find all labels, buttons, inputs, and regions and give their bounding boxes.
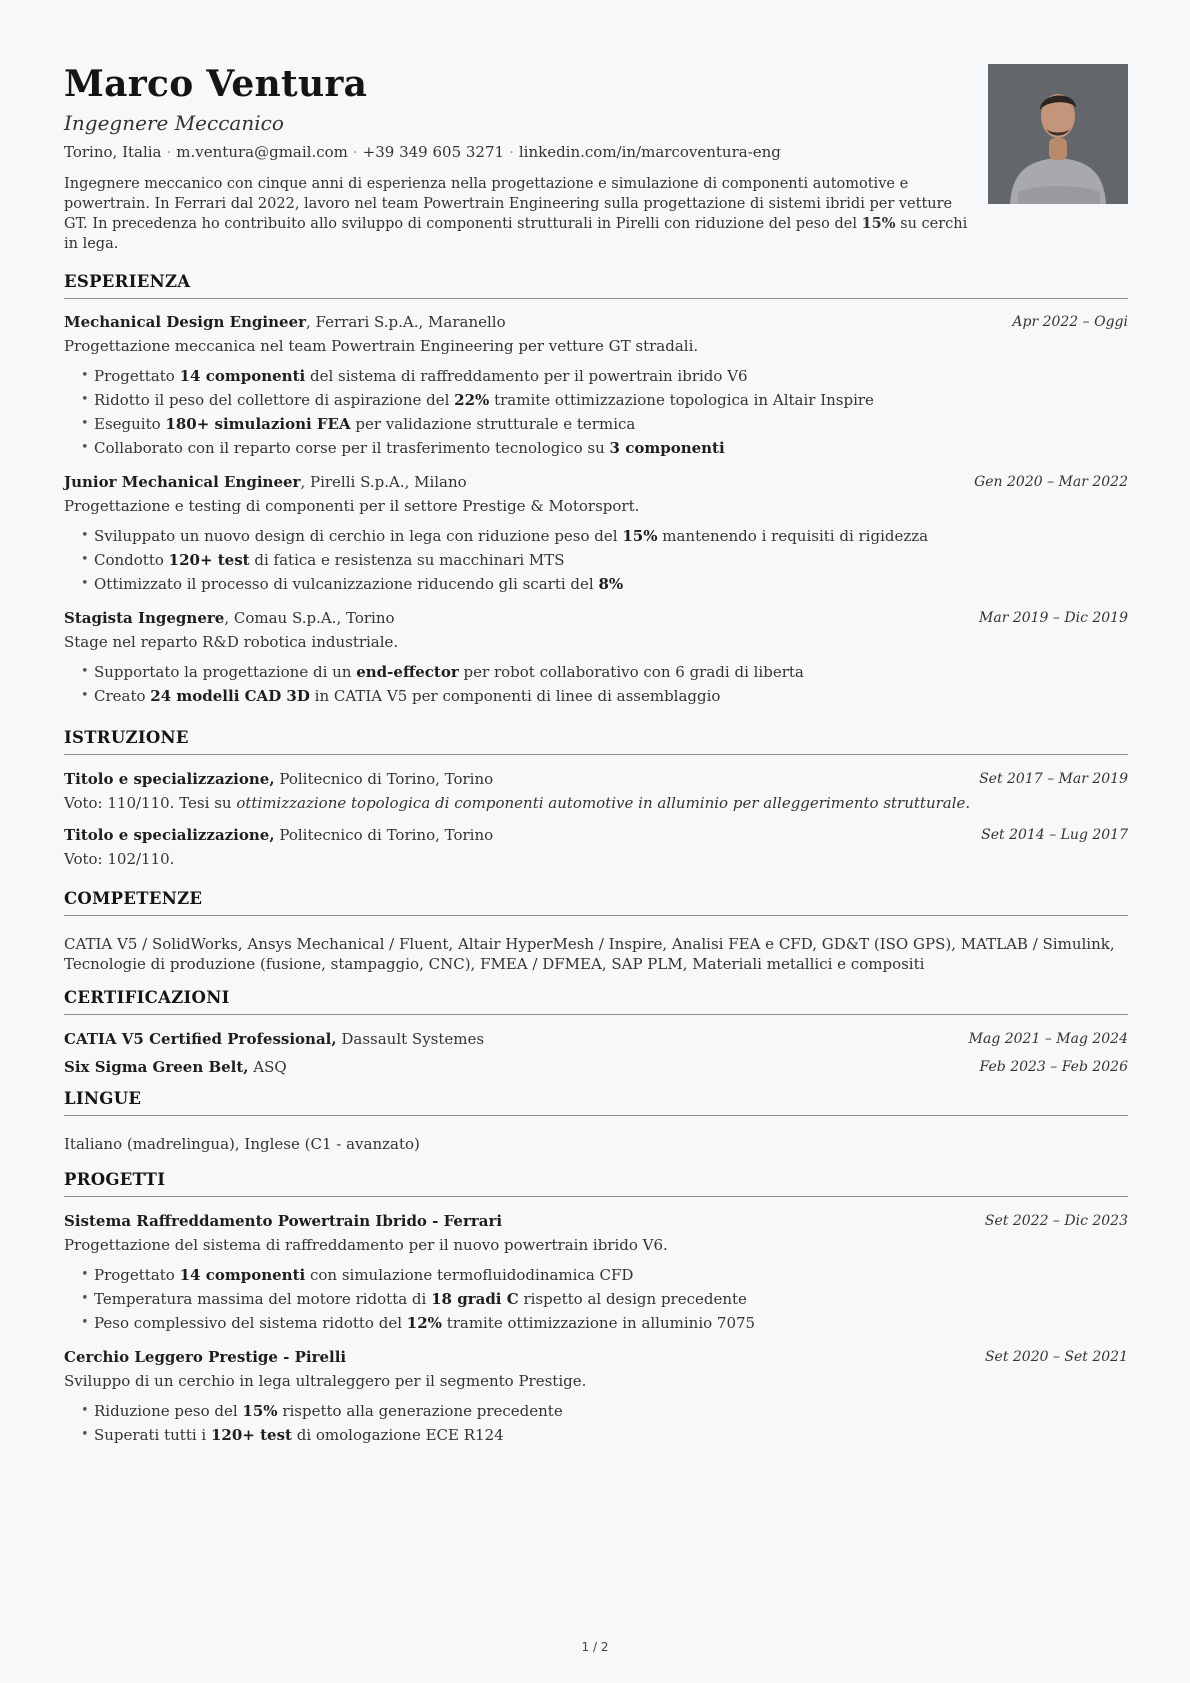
- bullet-highlight: 12%: [406, 1314, 442, 1332]
- issuer: Dassault Systemes: [336, 1030, 485, 1048]
- certification-title: Six Sigma Green Belt,: [64, 1058, 249, 1076]
- contact-email[interactable]: m.ventura@gmail.com: [176, 143, 348, 161]
- project-title: Cerchio Leggero Prestige - Pirelli: [64, 1348, 347, 1366]
- bullet-text: Progettato: [94, 1266, 180, 1284]
- contact-linkedin[interactable]: linkedin.com/in/marcoventura-eng: [518, 143, 781, 161]
- contact-line: [64, 142, 1128, 162]
- entry-date: Feb 2023 – Feb 2026: [979, 1059, 1128, 1075]
- bullet-text: tramite ottimizzazione in alluminio 7075: [441, 1314, 756, 1332]
- languages-section: [64, 1089, 1128, 1154]
- experience-entry: [64, 608, 1128, 708]
- employer: , Comau S.p.A., Torino: [224, 609, 395, 627]
- bullet-text: con simulazione termofluidodinamica CFD: [305, 1266, 634, 1284]
- separator: ·: [166, 143, 172, 161]
- entry-description: [64, 849, 1128, 869]
- list-item: [81, 660, 1128, 684]
- section-title-projects: PROGETTI: [64, 1170, 1128, 1197]
- resume-page: [64, 62, 1128, 1447]
- summary-text: su cerchi in lega.: [64, 216, 968, 252]
- profile-summary: [64, 174, 970, 254]
- achievement-list: [81, 524, 1128, 596]
- bullet-text: di fatica e resistenza su macchinari MTS: [249, 551, 565, 569]
- bullet-text: Eseguito: [94, 415, 166, 433]
- bullet-highlight: 18 gradi C: [431, 1290, 519, 1308]
- bullet-text: tramite ottimizzazione topologica in Altair Inspire: [489, 391, 874, 409]
- bullet-text: in CATIA V5 per componenti di linee di assemblaggio: [309, 687, 721, 705]
- institution: Politecnico di Torino, Torino: [274, 826, 494, 844]
- list-item: [81, 436, 1128, 460]
- list-item: [81, 364, 1128, 388]
- bullet-highlight: 15%: [622, 527, 658, 545]
- entry-date: Set 2020 – Set 2021: [984, 1349, 1128, 1365]
- entry-heading: [64, 472, 1128, 492]
- separator: ·: [509, 143, 514, 161]
- entry-date: Mar 2019 – Dic 2019: [979, 610, 1128, 626]
- entry-date: Set 2014 – Lug 2017: [981, 827, 1128, 843]
- entry-date: Apr 2022 – Oggi: [1012, 314, 1128, 330]
- skills-section: [64, 889, 1128, 974]
- entry-heading: [64, 1057, 1128, 1077]
- certification-entry: [64, 1057, 1128, 1077]
- contact-phone[interactable]: +39 349 605 3271: [362, 143, 505, 161]
- entry-description: Progettazione e testing di componenti per il settore Prestige & Motorsport.: [64, 497, 640, 515]
- list-item: [81, 1287, 1128, 1311]
- bullet-highlight: 3 componenti: [609, 439, 725, 457]
- bullet-highlight: 15%: [242, 1402, 278, 1420]
- bullet-text: del sistema di raffreddamento per il powertrain ibrido V6: [305, 367, 748, 385]
- achievement-list: [81, 364, 1128, 460]
- bullet-highlight: 120+ test: [211, 1426, 292, 1444]
- entry-date: Set 2017 – Mar 2019: [979, 771, 1128, 787]
- bullet-text: Riduzione peso del: [94, 1402, 243, 1420]
- bullet-text: Creato: [94, 687, 151, 705]
- achievement-list: [81, 660, 1128, 708]
- bullet-highlight: 22%: [454, 391, 490, 409]
- experience-section: [64, 272, 1128, 708]
- contact-location: Torino, Italia: [64, 143, 162, 161]
- bullet-highlight: 180+ simulazioni FEA: [165, 415, 351, 433]
- bullet-text: rispetto alla generazione precedente: [277, 1402, 563, 1420]
- bullet-highlight: 14 componenti: [179, 367, 306, 385]
- job-title: Mechanical Design Engineer: [64, 313, 307, 331]
- experience-entry: [64, 472, 1128, 596]
- education-entry: [64, 769, 1128, 813]
- list-item: [81, 1311, 1128, 1335]
- skills-list: CATIA V5 / SolidWorks, Ansys Mechanical / Fluent, Altair HyperMesh / Inspire, Analisi FEA e CFD, GD&T (ISO GPS), MATLAB / Simulink, Tecnologie di produzione (fusione, stampaggio, CNC), FMEA / DFMEA, SAP PLM, Materiali metallici e compositi: [64, 935, 1115, 973]
- section-title-languages: LINGUE: [64, 1089, 1128, 1116]
- bullet-text: Superati tutti i: [94, 1426, 211, 1444]
- certifications-section: [64, 988, 1128, 1077]
- candidate-role: Ingegnere Meccanico: [64, 111, 284, 135]
- bullet-text: Collaborato con il reparto corse per il trasferimento tecnologico su: [94, 439, 610, 457]
- bullet-highlight: 8%: [598, 575, 624, 593]
- achievement-list: [81, 1399, 1128, 1447]
- project-title: Sistema Raffreddamento Powertrain Ibrido - Ferrari: [64, 1212, 503, 1230]
- issuer: ASQ: [248, 1058, 287, 1076]
- entry-date: Gen 2020 – Mar 2022: [974, 474, 1128, 490]
- section-title-experience: ESPERIENZA: [64, 272, 1128, 299]
- bullet-text: di omologazione ECE R124: [291, 1426, 504, 1444]
- bullet-text: Peso complessivo del sistema ridotto del: [94, 1314, 407, 1332]
- list-item: [81, 572, 1128, 596]
- bullet-text: Progettato: [94, 367, 180, 385]
- entry-description: Progettazione meccanica nel team Powertrain Engineering per vetture GT stradali.: [64, 337, 699, 355]
- list-item: [81, 412, 1128, 436]
- list-item: [81, 388, 1128, 412]
- entry-date: Mag 2021 – Mag 2024: [968, 1031, 1128, 1047]
- bullet-text: mantenendo i requisiti di rigidezza: [657, 527, 929, 545]
- languages-list: Italiano (madrelingua), Inglese (C1 - avanzato): [64, 1135, 420, 1153]
- entry-heading: [64, 1211, 1128, 1231]
- section-title-education: ISTRUZIONE: [64, 728, 1128, 755]
- section-title-skills: COMPETENZE: [64, 889, 1128, 916]
- bullet-highlight: 120+ test: [168, 551, 250, 569]
- entry-date: Set 2022 – Dic 2023: [984, 1213, 1128, 1229]
- degree-title: Titolo e specializzazione,: [64, 826, 275, 844]
- projects-section: [64, 1170, 1128, 1447]
- summary-text: Ingegnere meccanico con cinque anni di esperienza nella progettazione e simulazione di componenti automotive e powertrain. In Ferrari dal 2022, lavoro nel team Powertrain Engineering sulla progettazione di sistemi ibridi per vetture GT. In precedenza ho contribuito allo sviluppo di componenti strutturali in Pirelli con riduzione del peso del: [64, 176, 953, 232]
- candidate-name: Marco Ventura: [64, 63, 368, 105]
- entry-heading: [64, 608, 1128, 628]
- entry-heading: [64, 825, 1128, 845]
- project-entry: [64, 1211, 1128, 1335]
- list-item: [81, 684, 1128, 708]
- bullet-text: Supportato la progettazione di un: [94, 663, 357, 681]
- bullet-text: rispetto al design precedente: [518, 1290, 747, 1308]
- entry-description: Progettazione del sistema di raffreddamento per il nuovo powertrain ibrido V6.: [64, 1236, 668, 1254]
- list-item: [81, 1423, 1128, 1447]
- certification-entry: [64, 1029, 1128, 1049]
- education-entry: [64, 825, 1128, 869]
- thesis-title: ottimizzazione topologica di componenti automotive in alluminio per alleggerimento strutturale.: [236, 794, 971, 812]
- entry-description: [64, 793, 1128, 813]
- entry-description: Sviluppo di un cerchio in lega ultraleggero per il segmento Prestige.: [64, 1372, 587, 1390]
- section-title-certifications: CERTIFICAZIONI: [64, 988, 1128, 1015]
- employer: , Pirelli S.p.A., Milano: [300, 473, 467, 491]
- list-item: [81, 548, 1128, 572]
- job-title: Junior Mechanical Engineer: [64, 473, 301, 491]
- institution: Politecnico di Torino, Torino: [274, 770, 494, 788]
- page-number: 1 / 2: [581, 1640, 609, 1654]
- summary-highlight: 15%: [861, 215, 896, 232]
- list-item: [81, 524, 1128, 548]
- entry-heading: [64, 1347, 1128, 1367]
- list-item: [81, 1399, 1128, 1423]
- bullet-text: Sviluppato un nuovo design di cerchio in lega con riduzione peso del: [94, 527, 623, 545]
- degree-title: Titolo e specializzazione,: [64, 770, 275, 788]
- entry-description: Stage nel reparto R&D robotica industriale.: [64, 633, 399, 651]
- separator: ·: [352, 143, 358, 161]
- bullet-text: per validazione strutturale e termica: [350, 415, 636, 433]
- profile-photo: [988, 64, 1128, 204]
- bullet-highlight: 24 modelli CAD 3D: [150, 687, 310, 705]
- entry-heading: [64, 769, 1128, 789]
- achievement-list: [81, 1263, 1128, 1335]
- education-section: [64, 728, 1128, 869]
- bullet-highlight: end-effector: [356, 663, 459, 681]
- bullet-text: Ottimizzato il processo di vulcanizzazione riducendo gli scarti del: [94, 575, 599, 593]
- resume-header: [64, 62, 1128, 252]
- list-item: [81, 1263, 1128, 1287]
- certification-title: CATIA V5 Certified Professional,: [64, 1030, 337, 1048]
- bullet-highlight: 14 componenti: [179, 1266, 306, 1284]
- entry-heading: [64, 312, 1128, 332]
- grade-text: Voto: 110/110. Tesi su: [64, 794, 237, 812]
- bullet-text: Ridotto il peso del collettore di aspirazione del: [94, 391, 455, 409]
- employer: , Ferrari S.p.A., Maranello: [306, 313, 506, 331]
- experience-entry: [64, 312, 1128, 460]
- bullet-text: Condotto: [94, 551, 169, 569]
- bullet-text: per robot collaborativo con 6 gradi di liberta: [458, 663, 804, 681]
- project-entry: [64, 1347, 1128, 1447]
- grade-text: Voto: 102/110.: [64, 850, 175, 868]
- portrait-image: [988, 64, 1128, 204]
- job-title: Stagista Ingegnere: [64, 609, 225, 627]
- bullet-text: Temperatura massima del motore ridotta di: [94, 1290, 432, 1308]
